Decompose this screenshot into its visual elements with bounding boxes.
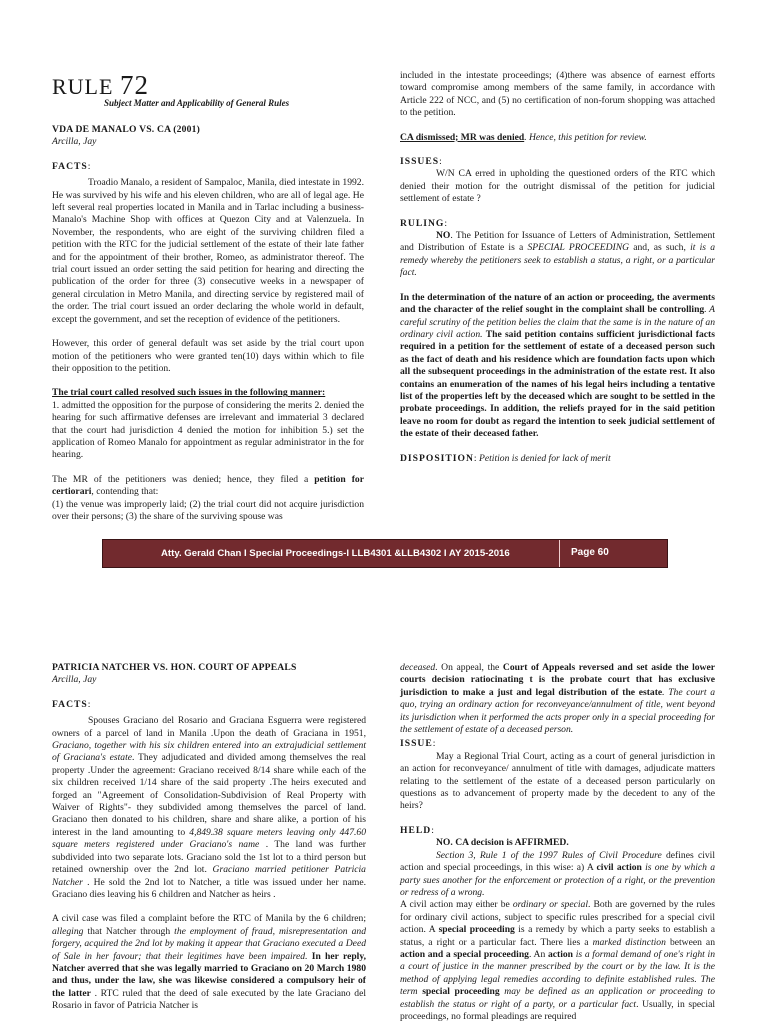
case2-f2-e: In her reply, Natcher averred that she was legally married to Graciano on 20 March 1980 and thus, under the law, she was likewise considered a compulsory heir of the latter bbox=[52, 950, 366, 999]
case2-author: Arcilla, Jay bbox=[52, 674, 97, 686]
case1-mr-paragraph bbox=[52, 474, 364, 524]
case1-ruling-paragraph bbox=[400, 230, 715, 280]
case1-disposition-label: DISPOSITION bbox=[400, 452, 474, 464]
case2-facts-heading: FACTS: bbox=[52, 698, 91, 710]
case2-ca-g: between an bbox=[669, 936, 715, 948]
footer-page-number: Page 60 bbox=[571, 547, 609, 558]
case2-f1-g: . He sold the 2nd lot to Natcher, a title was issued under her name. Graciano dies leaving his 6 children and Natcher as heirs . bbox=[52, 876, 366, 900]
case1-facts-heading: FACTS: bbox=[52, 160, 91, 172]
case2-f2-d: the employment of fraud, misrepresentation and forgery, acquired the 2nd lot by making it appear that Graciano executed a Deed of Sale in her favour; that their legitimes have been impaired. bbox=[52, 925, 366, 962]
case2-ca-f: marked distinction bbox=[592, 936, 666, 948]
case2-f2-c: that Natcher through bbox=[87, 925, 171, 937]
case2-f1-c: . They adjudicated and divided among themselves the real property .Under the agreement: Graciano received 8/14 share while each of the six children received 1/14 share of the said property .The heirs executed and forged an "Agreement of Consolidation-Subdivision of Real Property with Waiver of Rights"- they subdivided among themselves the parcel of land. Graciano then donated to his children, share and share alike, a portion of his interest in the land amounting to bbox=[52, 752, 366, 838]
case1-facts-label: FACTS bbox=[52, 160, 88, 172]
case2-r1-d: ratiocinating t is the probate court that has exclusive jurisdiction to make a just and legal distribution of the estate bbox=[400, 674, 715, 698]
case1-determination-italic: . A careful scrutiny of the petition belies the claim that the same is in the nature of an ordinary civil action. bbox=[400, 304, 715, 340]
case1-author: Arcilla, Jay bbox=[52, 136, 97, 148]
case1-mr-contentions: (1) the venue was improperly laid; (2) the trial court did not acquire jurisdiction over their persons; (3) the share of the surviving spouse was bbox=[52, 498, 364, 522]
case2-ca-m: may be defined as an application or proceeding to establish the status or right of a party, or a particular fact bbox=[400, 986, 715, 1010]
case2-held-no: NO. CA decision is AFFIRMED. bbox=[436, 837, 569, 849]
case2-ca-e: is a remedy by which a party seeks to establish a status, a right or a particular fact. There lies a bbox=[400, 924, 715, 948]
case2-left-column bbox=[52, 662, 366, 1013]
case2-f1-f: Graciano married petitioner Patricia Natcher bbox=[52, 864, 366, 888]
case2-ca-a: A civil action may either be bbox=[400, 899, 510, 911]
case2-appeal-paragraph bbox=[400, 662, 715, 736]
case1-trial-court-items: 1. admitted the opposition for the purpose of considering the merits 2. denied the hearing for such affirmative defenses are irrelevant and immaterial 3 declared that the court had jurisdiction 4 denied the motion for inhibition 5.) set the application of Romeo Manalo for appointment as regular administrator in the for hearing. bbox=[52, 399, 364, 461]
case2-title: PATRICIA NATCHER VS. HON. COURT OF APPEALS bbox=[52, 662, 297, 673]
case1-right-column bbox=[400, 70, 715, 477]
case2-ca-d: special proceeding bbox=[438, 924, 515, 936]
case2-issue-heading: ISSUE: bbox=[400, 738, 436, 750]
case1-title: VDA DE MANALO VS. CA (2001) bbox=[52, 124, 201, 135]
case1-mr-intro: The MR of the petitioners was denied; hence, they filed a bbox=[52, 473, 309, 485]
rule-number: 72 bbox=[119, 70, 149, 100]
case1-ruling-heading: RULING: bbox=[400, 217, 448, 229]
case1-ca-dismissed: CA dismissed; MR was denied bbox=[400, 131, 525, 143]
case1-facts-paragraph-1: Troadio Manalo, a resident of Sampaloc, Manila, died intestate in 1992. He was survived by his wife and his eleven children, who are all of legal age. He left several real properties located in Manila and in Tarlac including a business- Manalo's Machine Shop with offices at Quezon City and at Valenzuela. In November, the respondents, who are eight of the surviving children filed a petition with the RTC for the judicial settlement of the estate of their late father and for the appointment of their brother, Romeo, as administrator thereof. The trial court issued an order setting the said petition for hearing and directing the publication of the order for three (3) consecutive weeks in a newspaper of general circulation in Metro Manila, and directing service by registered mail of the order. The trial court issued an order declaring the whole world in default, except the government, and set the reception of evidence of the petitioners. bbox=[52, 177, 364, 325]
case2-section3-paragraph bbox=[400, 850, 715, 900]
case2-right-column bbox=[400, 662, 715, 1023]
case2-ca-c: . Both are governed by the rules for ordinary civil actions, subject to specific rules prescribed for a special civil action. A bbox=[400, 899, 715, 936]
page-footer-bar bbox=[102, 539, 668, 568]
case2-ca-i: . An bbox=[528, 948, 546, 960]
case2-ca-n: . Usually, in special proceedings, no formal pleadings are required bbox=[400, 998, 716, 1022]
case2-civil-action-paragraph bbox=[400, 899, 715, 1023]
case1-mr-petition: petition for certiorari bbox=[52, 473, 364, 498]
case2-ca-k: is a formal demand of one's right in a court of justice in the manner prescribed by the court or by the law. It is the method of applying legal remedies according to definite established rules. The term bbox=[400, 948, 715, 998]
case1-left-column bbox=[52, 124, 364, 523]
rule-word: RULE bbox=[52, 74, 114, 99]
case1-ruling-label: RULING bbox=[400, 217, 445, 229]
case1-disposition: DISPOSITION: Petition is denied for lack of merit bbox=[400, 452, 611, 464]
case2-held-label: HELD bbox=[400, 824, 432, 836]
case1-mr-after: , contending that: bbox=[91, 486, 159, 498]
rule-subtitle: Subject Matter and Applicability of General Rules bbox=[104, 98, 290, 108]
case2-f1-b: Graciano, together with his six children entered into an extrajudicial settlement of Graciana's estate bbox=[52, 740, 366, 764]
case1-ruling-italic: it is a remedy whereby the petitioners seek to establish a status, a right, or a particular fact. bbox=[400, 242, 715, 279]
case1-ca-review: . Hence, this petition for review. bbox=[524, 131, 647, 143]
case2-s3-c: civil action bbox=[596, 862, 642, 874]
case2-f2-b: alleging bbox=[52, 925, 84, 937]
case1-determination-bold-2: The said petition contains sufficient jurisdictional facts required in a petition for the settlement of estate of a deceased person such as the fact of death and his residence which are foundation facts upon which all the subsequent proceedings in the administration of the estate rest. It also contains an enumeration of the names of his legal heirs including a tentative list of the properties left by the deceased which are sought to be settled in the probate proceedings. In addition, the reliefs prayed for in the said petition leave no room for doubt as regard the intention to seek judicial settlement of the estate of their deceased father. bbox=[400, 328, 715, 440]
page-break-gap bbox=[0, 570, 768, 660]
case1-issues-heading: ISSUES: bbox=[400, 156, 442, 168]
case2-issue-label: ISSUE bbox=[400, 738, 433, 750]
case2-facts-paragraph-1 bbox=[52, 715, 366, 901]
case2-s3-d: is one by which a party sues another for the enforcement or protection of a right, or the prevention or redress of a wrong. bbox=[400, 862, 715, 898]
case2-held-heading: HELD: bbox=[400, 824, 434, 836]
case2-facts-label: FACTS bbox=[52, 698, 88, 710]
case1-facts-paragraph-2: However, this order of general default was set aside by the trial court upon motion of the petitioners who were granted ten(10) days within which to file their opposition to the petition. bbox=[52, 338, 364, 374]
footer-separator bbox=[559, 540, 560, 567]
case2-facts-paragraph-2 bbox=[52, 913, 366, 1012]
rule-heading bbox=[52, 70, 149, 101]
case2-r1-b: . On appeal, the bbox=[435, 662, 500, 673]
case2-f1-e: . The land was further subdivided into two separate lots. Graciano sold the 1st lot to a third person but retained ownership over the 2nd lot. bbox=[52, 839, 366, 876]
case2-r1-e: . The court a quo, trying an ordinary action for reconveyance/annulment of title, went beyond its jurisdiction when it performed the acts proper only in a special proceeding for the settlement of estate of a deceased person. bbox=[400, 686, 715, 736]
case2-r1-a: deceased bbox=[400, 662, 436, 673]
case2-f2-f: . RTC ruled that the deed of sale executed by the late Graciano del Rosario in favor of Patricia Natcher is bbox=[52, 987, 367, 1012]
case1-issues-label: ISSUES bbox=[400, 156, 440, 168]
case2-f1-a: Spouses Graciano del Rosario and Graciana Esguerra were registered owners of a parcel of land in Manila .Upon the death of Graciana in 1951, bbox=[52, 715, 366, 739]
case2-f1-d: 4,849.38 square meters leaving only 447.60 square meters registered under Graciano's name bbox=[52, 826, 366, 851]
case2-ca-l: special proceeding bbox=[422, 986, 500, 998]
case1-ruling-no: NO bbox=[436, 230, 451, 242]
case2-s3-b: defines civil action and special proceedings, in this wise: a) A bbox=[400, 849, 715, 874]
case1-ca-paragraph bbox=[400, 132, 715, 144]
footer-course-text: Atty. Gerald Chan I Special Proceedings-I LLB4301 &LLB4302 I AY 2015-2016 bbox=[161, 548, 510, 559]
case1-determination-bold-1: In the determination of the nature of an action or proceeding, the averments and the character of the relief sought in the complaint shall be controlling bbox=[400, 291, 715, 316]
case2-issue-text: May a Regional Trial Court, acting as a court of general jurisdiction in an action for reconveyance/ annulment of title with damages, adjudicate matters relating to the settlement of the estate of a deceased person particularly on questions as to advancement of property made by the decedent to any of the heirs? bbox=[400, 750, 715, 812]
case2-ca-b: ordinary or special bbox=[512, 899, 588, 911]
case2-ca-j: action bbox=[547, 948, 574, 960]
case1-ruling-text-2: and, as such, bbox=[633, 242, 686, 254]
case1-trial-court-resolution: The trial court called resolved such issues in the following manner: bbox=[52, 387, 326, 399]
case2-ca-h: action and a special proceeding bbox=[400, 948, 529, 960]
case1-contentions-continued: included in the intestate proceedings; (4)there was absence of earnest efforts toward compromise among members of the same family, in accordance with Article 222 of NCC, and (5) no certification of non-forum shopping was attached to the petition. bbox=[400, 70, 715, 119]
case1-ruling-special-proceeding: SPECIAL PROCEEDING bbox=[527, 242, 630, 254]
case1-issues-text: W/N CA erred in upholding the questioned orders of the RTC which denied their motion for the outright dismissal of the petition for judicial settlement of estate ? bbox=[400, 168, 715, 205]
case1-determination-paragraph bbox=[400, 292, 715, 441]
case2-r1-c: Court of Appeals reversed and set aside the lower courts decision bbox=[400, 662, 715, 686]
case2-f2-a: A civil case was filed a complaint before the RTC of Manila by the 6 children; bbox=[52, 913, 366, 925]
case1-disposition-text: Petition is denied for lack of merit bbox=[479, 452, 611, 464]
case2-s3-a: Section 3, Rule 1 of the 1997 Rules of Civil Procedure bbox=[436, 849, 662, 861]
case1-ruling-text-1: . The Petition for Issuance of Letters of Administration, Settlement and Distribution of Estate is a bbox=[400, 230, 715, 254]
